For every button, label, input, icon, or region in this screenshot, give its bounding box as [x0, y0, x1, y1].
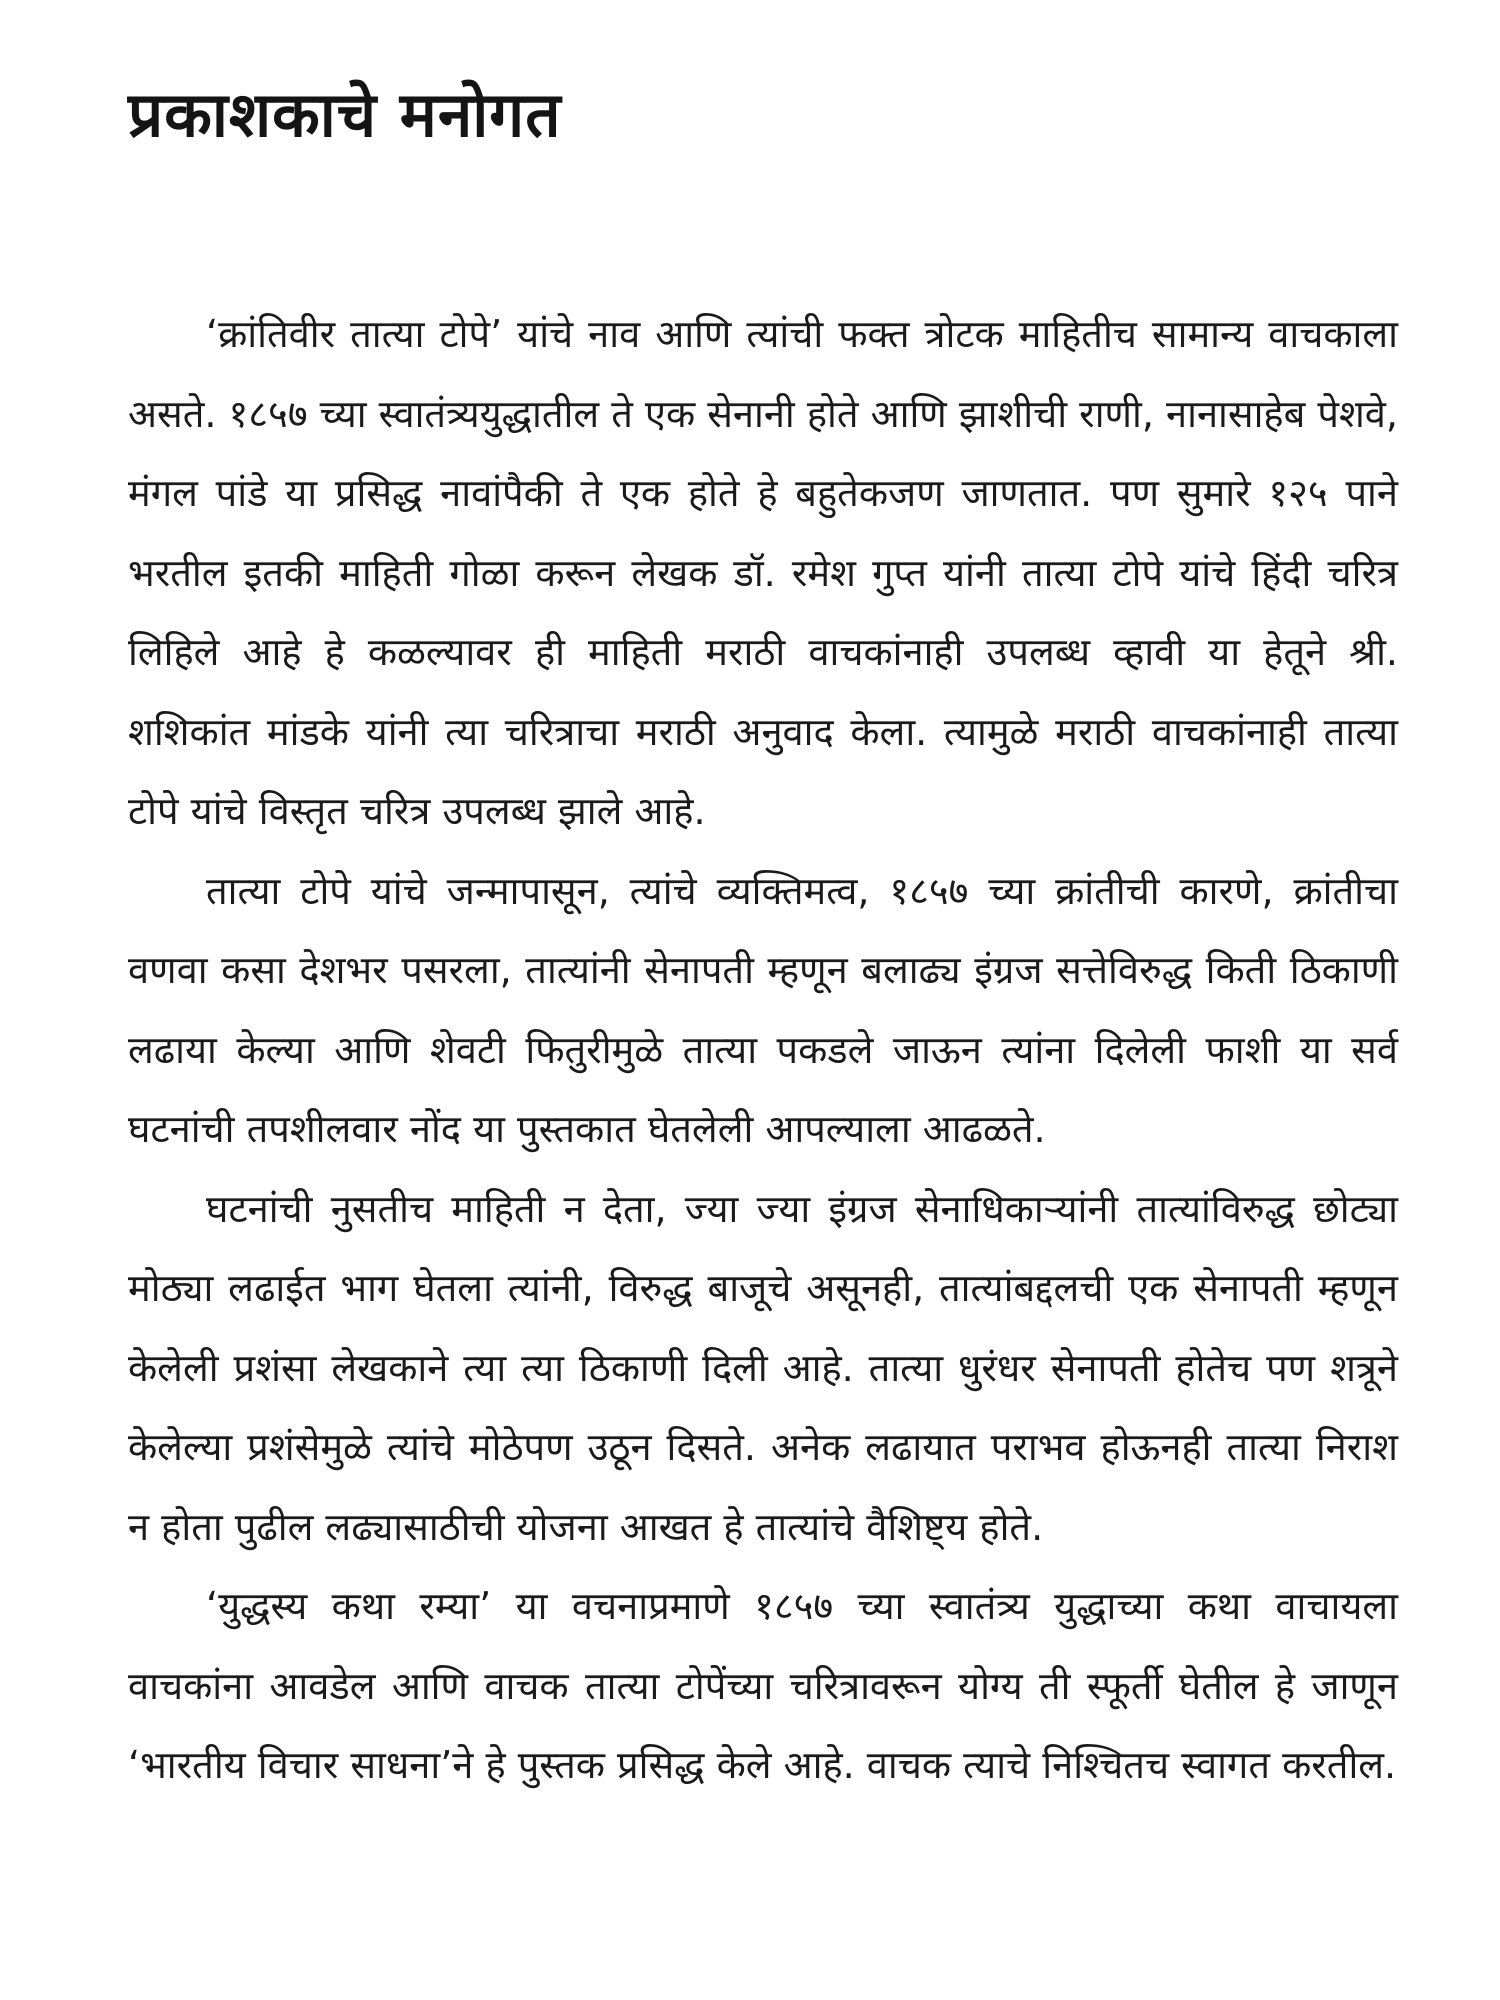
- paragraph-1: ‘क्रांतिवीर तात्या टोपे’ यांचे नाव आणि त्यांची फक्त त्रोटक माहितीच सामान्य वाचकाला असते. १८५७ च्या स्वातंत्र्ययुद्धातील ते एक सेनानी होते आणि झाशीची राणी, नानासाहेब पेशवे, मंगल पांडे या प्रसिद्ध नावांपैकी ते एक होते हे बहुतेकजण जाणतात. पण सुमारे १२५ पाने भरतील इतकी माहिती गोळा करून लेखक डॉ. रमेश गुप्त यांनी तात्या टोपे यांचे हिंदी चरित्र लिहिले आहे हे कळल्यावर ही माहिती मराठी वाचकांनाही उपलब्ध व्हावी या हेतूने श्री. शशिकांत मांडके यांनी त्या चरित्राचा मराठी अनुवाद केला. त्यामुळे मराठी वाचकांनाही तात्या टोपे यांचे विस्तृत चरित्र उपलब्ध झाले आहे.: [128, 312, 1398, 833]
- paragraph-4: ‘युद्धस्य कथा रम्या’ या वचनाप्रमाणे १८५७ च्या स्वातंत्र्य युद्धाच्या कथा वाचायला वाचकांना आवडेल आणि वाचक तात्या टोपेंच्या चरित्रावरून योग्य ती स्फूर्ती घेतील हे जाणून ‘भारतीय विचार साधना’ने हे पुस्तक प्रसिद्ध केले आहे. वाचक त्याचे निश्चितच स्वागत करतील.: [128, 1584, 1398, 1787]
- page-title: प्रकाशकाचे मनोगत: [128, 78, 562, 151]
- paragraph-2: तात्या टोपे यांचे जन्मापासून, त्यांचे व्यक्तिमत्व, १८५७ च्या क्रांतीची कारणे, क्रांतीचा वणवा कसा देशभर पसरला, तात्यांनी सेनापती म्हणून बलाढ्य इंग्रज सत्तेविरुद्ध किती ठिकाणी लढाया केल्या आणि शेवटी फितुरीमुळे तात्या पकडले जाऊन त्यांना दिलेली फाशी या सर्व घटनांची तपशीलवार नोंद या पुस्तकात घेतलेली आपल्याला आढळते.: [128, 868, 1398, 1151]
- paragraph-3: घटनांची नुसतीच माहिती न देता, ज्या ज्या इंग्रज सेनाधिकाऱ्यांनी तात्यांविरुद्ध छोट्या मोठ्या लढाईत भाग घेतला त्यांनी, विरुद्ध बाजूचे असूनही, तात्यांबद्दलची एक सेनापती म्हणून केलेली प्रशंसा लेखकाने त्या त्या ठिकाणी दिली आहे. तात्या धुरंधर सेनापती होतेच पण शत्रूने केलेल्या प्रशंसेमुळे त्यांचे मोठेपण उठून दिसते. अनेक लढायात पराभव होऊनही तात्या निराश न होता पुढील लढ्यासाठीची योजना आखत हे तात्यांचे वैशिष्ट्य होते.: [128, 1186, 1398, 1549]
- document-body: [128, 295, 1398, 1806]
